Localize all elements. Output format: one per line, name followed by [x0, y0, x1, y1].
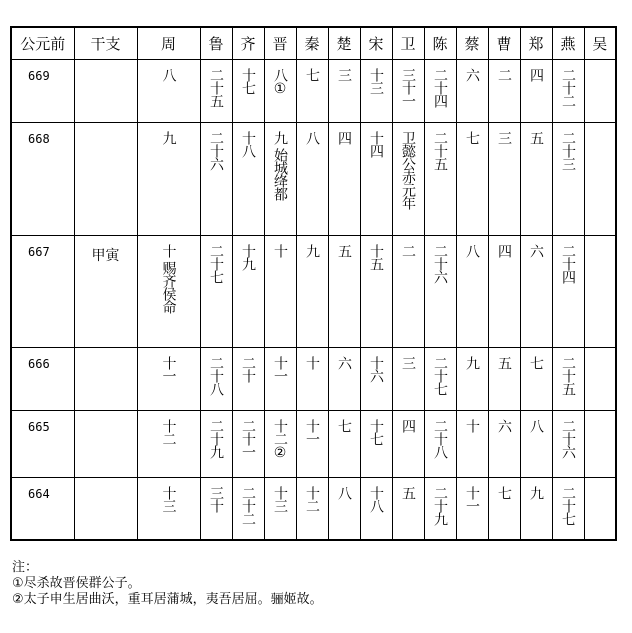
- cell-value: 十: [464, 419, 480, 432]
- cell-value: 二: [496, 68, 512, 81]
- state-year-cell: [360, 411, 392, 478]
- state-year-cell: [456, 348, 488, 411]
- header-cell: 晋: [264, 27, 296, 60]
- cell-value: 十八: [368, 486, 384, 512]
- ganzhi-cell: [74, 411, 137, 478]
- ganzhi-cell: [74, 60, 137, 123]
- cell-value: 六: [528, 244, 544, 257]
- cell-value: 二十六: [208, 131, 224, 170]
- state-year-cell: [552, 411, 584, 478]
- cell-value: 四: [336, 131, 352, 144]
- state-year-cell: [392, 60, 424, 123]
- cell-value: 六: [464, 68, 480, 81]
- state-year-cell: [552, 123, 584, 236]
- state-year-cell: [584, 60, 616, 123]
- cell-value: 二十一: [240, 419, 256, 458]
- state-year-cell: [328, 123, 360, 236]
- state-year-cell: [264, 60, 296, 123]
- state-year-cell: [552, 478, 584, 540]
- state-year-cell: [264, 411, 296, 478]
- year-cell: 667: [11, 236, 74, 348]
- cell-value: 九: [272, 131, 288, 144]
- cell-value: 五: [528, 131, 544, 144]
- cell-value: 八: [464, 244, 480, 257]
- zhou-event-note: 赐齐侯命: [160, 261, 177, 313]
- state-year-cell: [137, 348, 200, 411]
- state-year-cell: [264, 478, 296, 540]
- cell-value: 二十四: [432, 68, 448, 107]
- state-year-cell: [520, 60, 552, 123]
- cell-value: 二十二: [560, 68, 576, 107]
- cell-value: 五: [496, 356, 512, 369]
- cell-value: 卫懿公赤元年: [400, 131, 416, 209]
- state-year-cell: [296, 348, 328, 411]
- ganzhi-cell: [74, 348, 137, 411]
- cell-value: 二十五: [560, 356, 576, 395]
- notes-title: 注：: [12, 560, 39, 575]
- year-cell: 665: [11, 411, 74, 478]
- ganzhi-cell: [74, 478, 137, 540]
- state-year-cell: [200, 236, 232, 348]
- footnote-2: ②太子申生居曲沃，重耳居蒲城，夷吾居屈。骊姬故。: [12, 592, 323, 607]
- header-cell: 楚: [328, 27, 360, 60]
- state-year-cell: [296, 123, 328, 236]
- cell-value: 二十五: [208, 68, 224, 107]
- state-year-cell: [264, 123, 296, 236]
- state-year-cell: [328, 348, 360, 411]
- state-year-cell: [488, 411, 520, 478]
- state-year-cell: [424, 411, 456, 478]
- cell-value: 七: [464, 131, 480, 144]
- state-year-cell: [488, 236, 520, 348]
- state-year-cell: [360, 236, 392, 348]
- cell-value: 十: [304, 356, 320, 369]
- header-cell: 蔡: [456, 27, 488, 60]
- state-year-cell: [328, 236, 360, 348]
- cell-value: 十七: [368, 419, 384, 445]
- cell-value: 二十七: [208, 244, 224, 283]
- state-year-cell: [232, 60, 264, 123]
- state-year-cell: [584, 411, 616, 478]
- header-cell: 公元前: [11, 27, 74, 60]
- state-year-cell: [552, 236, 584, 348]
- cell-value: 十九: [240, 244, 256, 270]
- state-year-cell: [456, 60, 488, 123]
- cell-value: 二十: [240, 356, 256, 382]
- state-year-cell: [232, 123, 264, 236]
- cell-value: 三: [496, 131, 512, 144]
- cell-value: 九: [464, 356, 480, 369]
- cell-value: 六: [496, 419, 512, 432]
- state-year-cell: [488, 348, 520, 411]
- cell-value: 九: [160, 131, 177, 144]
- cell-value: 三十: [208, 486, 224, 512]
- state-year-cell: [200, 478, 232, 540]
- header-cell: 干支: [74, 27, 137, 60]
- state-year-cell: [424, 478, 456, 540]
- state-year-cell: [424, 60, 456, 123]
- header-cell: 曹: [488, 27, 520, 60]
- header-cell: 燕: [552, 27, 584, 60]
- state-year-cell: [328, 478, 360, 540]
- state-year-cell: [424, 236, 456, 348]
- cell-value: 十二: [160, 419, 177, 445]
- state-year-cell: [232, 236, 264, 348]
- state-year-cell: [456, 478, 488, 540]
- state-year-cell: [552, 348, 584, 411]
- state-year-cell: [296, 478, 328, 540]
- table-row: [11, 123, 616, 236]
- cell-value: 二十八: [208, 356, 224, 395]
- state-year-cell: [232, 478, 264, 540]
- header-cell: 鲁: [200, 27, 232, 60]
- state-year-cell: [584, 123, 616, 236]
- state-year-cell: [584, 236, 616, 348]
- state-year-cell: [328, 411, 360, 478]
- header-cell: 郑: [520, 27, 552, 60]
- state-year-cell: [137, 60, 200, 123]
- state-year-cell: [360, 478, 392, 540]
- table-row: [11, 478, 616, 540]
- state-year-cell: [488, 123, 520, 236]
- table-row: [11, 60, 616, 123]
- cell-value: 四: [400, 419, 416, 432]
- state-year-cell: [424, 123, 456, 236]
- header-cell: 秦: [296, 27, 328, 60]
- cell-value: 八: [160, 68, 177, 81]
- header-cell: 卫: [392, 27, 424, 60]
- state-year-cell: [232, 411, 264, 478]
- state-year-cell: [392, 236, 424, 348]
- cell-value: 十一: [304, 419, 320, 445]
- cell-value: 八: [528, 419, 544, 432]
- state-year-cell: [392, 348, 424, 411]
- cell-value: 二十八: [432, 419, 448, 458]
- table-row: [11, 236, 616, 348]
- header-cell: 宋: [360, 27, 392, 60]
- ganzhi-cell: [74, 123, 137, 236]
- state-year-cell: [137, 478, 200, 540]
- state-year-cell: [584, 348, 616, 411]
- state-year-cell: [520, 478, 552, 540]
- state-year-cell: [360, 60, 392, 123]
- state-year-cell: [360, 348, 392, 411]
- cell-value: 二十六: [560, 419, 576, 458]
- cell-value: 三: [400, 356, 416, 369]
- state-year-cell: [200, 411, 232, 478]
- cell-value: 五: [336, 244, 352, 257]
- cell-value: 八: [336, 486, 352, 499]
- cell-value: 十一: [160, 356, 177, 382]
- footnotes: [12, 560, 323, 608]
- state-year-cell: [200, 60, 232, 123]
- state-year-cell: [264, 348, 296, 411]
- cell-value: 二十九: [432, 486, 448, 525]
- state-year-cell: [296, 60, 328, 123]
- header-cell: 吴: [584, 27, 616, 60]
- jin-event-note: 始城绛都: [272, 148, 288, 200]
- cell-value: 二十九: [208, 419, 224, 458]
- state-year-cell: [456, 123, 488, 236]
- cell-value: 七: [496, 486, 512, 499]
- state-year-cell: [200, 348, 232, 411]
- cell-value: 十二②: [272, 419, 288, 460]
- state-year-cell: [264, 236, 296, 348]
- cell-value: 十一: [464, 486, 480, 512]
- state-year-cell: [488, 478, 520, 540]
- chronology-table: [10, 26, 617, 541]
- header-cell: 齐: [232, 27, 264, 60]
- state-year-cell: [360, 123, 392, 236]
- cell-value: 七: [336, 419, 352, 432]
- state-year-cell: [392, 478, 424, 540]
- ganzhi-cell: 甲寅: [74, 236, 137, 348]
- header-row: [11, 27, 616, 60]
- cell-value: 五: [400, 486, 416, 499]
- year-cell: 666: [11, 348, 74, 411]
- state-year-cell: [456, 411, 488, 478]
- cell-value: 十八: [240, 131, 256, 157]
- state-year-cell: [520, 348, 552, 411]
- state-year-cell: [137, 411, 200, 478]
- cell-value: 九: [304, 244, 320, 257]
- state-year-cell: [456, 236, 488, 348]
- state-year-cell: [520, 123, 552, 236]
- cell-value: 十五: [368, 244, 384, 270]
- cell-value: 二十七: [560, 486, 576, 525]
- state-year-cell: [392, 123, 424, 236]
- state-year-cell: [328, 60, 360, 123]
- state-year-cell: [296, 236, 328, 348]
- header-cell: 周: [137, 27, 200, 60]
- cell-value: 七: [528, 356, 544, 369]
- state-year-cell: [392, 411, 424, 478]
- cell-value: 十: [272, 244, 288, 257]
- cell-value: 十三: [160, 486, 177, 512]
- cell-value: 四: [528, 68, 544, 81]
- cell-value: 十七: [240, 68, 256, 94]
- state-year-cell: [584, 478, 616, 540]
- cell-value: 八: [304, 131, 320, 144]
- cell-value: 七: [304, 68, 320, 81]
- cell-value: 十二: [304, 486, 320, 512]
- cell-value: 三: [336, 68, 352, 81]
- state-year-cell: [552, 60, 584, 123]
- cell-value: 三十一: [400, 68, 416, 107]
- state-year-cell: [424, 348, 456, 411]
- cell-value: 十六: [368, 356, 384, 382]
- cell-value: 十四: [368, 131, 384, 157]
- header-cell: 陈: [424, 27, 456, 60]
- cell-value: 六: [336, 356, 352, 369]
- state-year-cell: [232, 348, 264, 411]
- cell-value: 十: [160, 244, 177, 257]
- cell-value: 十一: [272, 356, 288, 382]
- table-row: [11, 348, 616, 411]
- table-row: [11, 411, 616, 478]
- state-year-cell: [200, 123, 232, 236]
- state-year-cell: [488, 60, 520, 123]
- state-year-cell: [137, 236, 200, 348]
- cell-value: 二十六: [432, 244, 448, 283]
- cell-value: 十三: [272, 486, 288, 512]
- year-cell: 669: [11, 60, 74, 123]
- state-year-cell: [520, 236, 552, 348]
- cell-value: 二十二: [240, 486, 256, 525]
- year-cell: 668: [11, 123, 74, 236]
- cell-value: 二: [400, 244, 416, 257]
- cell-value: 十三: [368, 68, 384, 94]
- cell-value: 二十七: [432, 356, 448, 395]
- state-year-cell: [520, 411, 552, 478]
- cell-value: 八①: [272, 68, 288, 96]
- footnote-1: ①尽杀故晋侯群公子。: [12, 576, 141, 591]
- state-year-cell: [296, 411, 328, 478]
- cell-value: 二十三: [560, 131, 576, 170]
- cell-value: 四: [496, 244, 512, 257]
- cell-value: 二十五: [432, 131, 448, 170]
- cell-value: 九: [528, 486, 544, 499]
- year-cell: 664: [11, 478, 74, 540]
- cell-value: 二十四: [560, 244, 576, 283]
- state-year-cell: [137, 123, 200, 236]
